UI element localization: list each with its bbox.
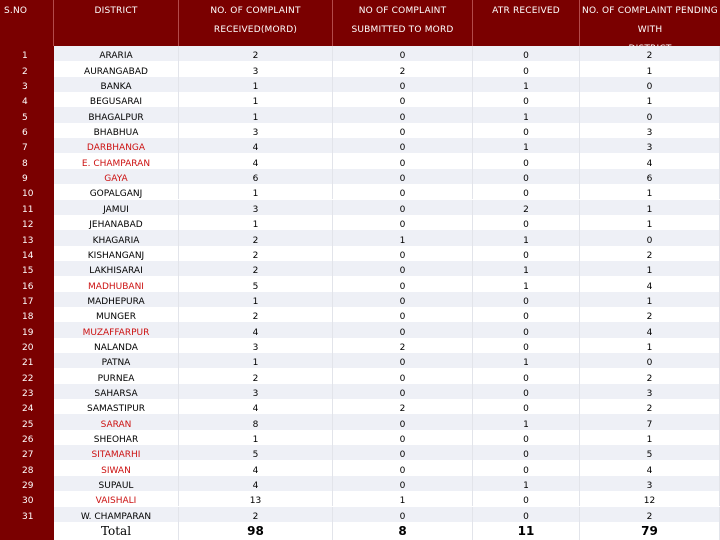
cell-pending: 2 (580, 399, 720, 414)
cell-received: 1 (179, 430, 333, 445)
cell-pending: 1 (580, 92, 720, 107)
cell-received: 8 (179, 414, 333, 429)
table-row (0, 399, 720, 414)
cell-atr: 0 (473, 46, 580, 61)
cell-district: W. CHAMPARAN (54, 507, 179, 522)
table-row (0, 476, 720, 491)
header-line: RECEIVED(MORD) (213, 25, 298, 35)
cell-pending: 2 (580, 507, 720, 522)
cell-pending: 4 (580, 460, 720, 475)
cell-sno: 22 (22, 373, 34, 384)
cell-atr: 0 (473, 153, 580, 168)
table-row (0, 215, 720, 230)
cell-submitted: 0 (333, 153, 473, 168)
cell-district: PURNEA (54, 368, 179, 383)
table-row (0, 92, 720, 107)
cell-submitted: 0 (333, 507, 473, 522)
cell-pending: 1 (580, 338, 720, 353)
cell-received: 3 (179, 123, 333, 138)
cell-sno: 15 (22, 266, 34, 277)
cell-submitted: 0 (333, 368, 473, 383)
cell-district: BANKA (54, 77, 179, 92)
header-sno (0, 0, 54, 46)
cell-district: VAISHALI (54, 491, 179, 506)
cell-pending: 1 (580, 215, 720, 230)
cell-received: 2 (179, 507, 333, 522)
cell-submitted: 0 (333, 107, 473, 122)
cell-received: 2 (179, 368, 333, 383)
cell-district: GOPALGANJ (54, 184, 179, 199)
cell-atr: 0 (473, 445, 580, 460)
cell-atr: 0 (473, 92, 580, 107)
cell-submitted: 0 (333, 292, 473, 307)
total-received: 98 (179, 522, 333, 540)
cell-atr: 0 (473, 491, 580, 506)
header-line: DISTRICT (94, 6, 138, 16)
cell-district: NALANDA (54, 338, 179, 353)
cell-received: 4 (179, 460, 333, 475)
cell-atr: 1 (473, 476, 580, 491)
cell-sno: 14 (22, 250, 34, 261)
cell-district: BHAGALPUR (54, 107, 179, 122)
cell-submitted: 0 (333, 246, 473, 261)
cell-submitted: 0 (333, 430, 473, 445)
cell-district: SITAMARHI (54, 445, 179, 460)
cell-submitted: 0 (333, 200, 473, 215)
header-line: NO. OF COMPLAINT PENDING WITH (582, 6, 718, 35)
cell-submitted: 1 (333, 491, 473, 506)
cell-submitted: 0 (333, 414, 473, 429)
cell-pending: 3 (580, 476, 720, 491)
cell-pending: 2 (580, 368, 720, 383)
table-row (0, 200, 720, 215)
cell-pending: 3 (580, 384, 720, 399)
cell-pending: 1 (580, 184, 720, 199)
cell-received: 2 (179, 261, 333, 276)
cell-atr: 0 (473, 184, 580, 199)
total-atr: 11 (473, 522, 580, 540)
cell-received: 3 (179, 61, 333, 76)
cell-pending: 4 (580, 153, 720, 168)
cell-sno: 31 (22, 511, 34, 522)
cell-pending: 3 (580, 123, 720, 138)
cell-received: 2 (179, 46, 333, 61)
cell-district: PATNA (54, 353, 179, 368)
cell-submitted: 2 (333, 61, 473, 76)
cell-submitted: 2 (333, 338, 473, 353)
cell-district: SHEOHAR (54, 430, 179, 445)
cell-district: MADHUBANI (54, 276, 179, 291)
cell-sno: 29 (22, 481, 34, 492)
table-row (0, 368, 720, 383)
table-row (0, 445, 720, 460)
total-pending: 79 (580, 522, 720, 540)
cell-sno: 17 (22, 296, 34, 307)
cell-sno: 19 (22, 327, 34, 338)
cell-received: 13 (179, 491, 333, 506)
cell-submitted: 0 (333, 476, 473, 491)
header-line: NO. OF COMPLAINT (210, 6, 301, 16)
cell-sno: 5 (22, 112, 28, 123)
cell-submitted: 0 (333, 169, 473, 184)
cell-district: MUZAFFARPUR (54, 322, 179, 337)
cell-pending: 1 (580, 430, 720, 445)
cell-sno: 7 (22, 143, 28, 154)
table-row (0, 276, 720, 291)
cell-sno: 13 (22, 235, 34, 246)
cell-atr: 0 (473, 322, 580, 337)
cell-atr: 0 (473, 307, 580, 322)
table-row (0, 153, 720, 168)
cell-district: JAMUI (54, 200, 179, 215)
cell-submitted: 0 (333, 77, 473, 92)
cell-sno: 12 (22, 220, 34, 231)
table-row (0, 292, 720, 307)
cell-pending: 2 (580, 307, 720, 322)
cell-received: 5 (179, 445, 333, 460)
cell-sno: 20 (22, 342, 34, 353)
cell-received: 3 (179, 200, 333, 215)
table-row (0, 460, 720, 475)
cell-atr: 0 (473, 215, 580, 230)
cell-district: BHABHUA (54, 123, 179, 138)
cell-received: 4 (179, 476, 333, 491)
cell-received: 1 (179, 107, 333, 122)
table-header (0, 0, 720, 46)
cell-sno: 2 (22, 66, 28, 77)
cell-district: ARARIA (54, 46, 179, 61)
cell-district: SIWAN (54, 460, 179, 475)
cell-district: E. CHAMPARAN (54, 153, 179, 168)
header-atr (473, 0, 580, 46)
cell-district: SUPAUL (54, 476, 179, 491)
table-row (0, 230, 720, 245)
header-pending (580, 0, 720, 46)
cell-district: SAMASTIPUR (54, 399, 179, 414)
cell-pending: 5 (580, 445, 720, 460)
cell-atr: 0 (473, 399, 580, 414)
cell-atr: 0 (473, 368, 580, 383)
cell-pending: 1 (580, 292, 720, 307)
cell-received: 3 (179, 338, 333, 353)
cell-submitted: 0 (333, 92, 473, 107)
cell-sno: 3 (22, 82, 28, 93)
cell-sno: 8 (22, 158, 28, 169)
table-row (0, 46, 720, 61)
cell-received: 4 (179, 138, 333, 153)
cell-submitted: 0 (333, 184, 473, 199)
cell-district: MUNGER (54, 307, 179, 322)
cell-atr: 1 (473, 230, 580, 245)
cell-atr: 0 (473, 61, 580, 76)
cell-submitted: 0 (333, 46, 473, 61)
cell-received: 1 (179, 184, 333, 199)
cell-district: SARAN (54, 414, 179, 429)
cell-submitted: 0 (333, 353, 473, 368)
table-row (0, 169, 720, 184)
cell-received: 1 (179, 77, 333, 92)
cell-atr: 0 (473, 338, 580, 353)
header-line: S.NO (4, 6, 28, 16)
cell-received: 5 (179, 276, 333, 291)
cell-received: 4 (179, 153, 333, 168)
cell-submitted: 0 (333, 384, 473, 399)
cell-district: JEHANABAD (54, 215, 179, 230)
cell-submitted: 0 (333, 123, 473, 138)
cell-pending: 0 (580, 230, 720, 245)
cell-sno: 21 (22, 358, 34, 369)
cell-atr: 0 (473, 246, 580, 261)
cell-pending: 6 (580, 169, 720, 184)
cell-pending: 0 (580, 353, 720, 368)
cell-received: 4 (179, 322, 333, 337)
cell-atr: 1 (473, 261, 580, 276)
cell-submitted: 0 (333, 261, 473, 276)
cell-submitted: 0 (333, 215, 473, 230)
cell-sno: 1 (22, 51, 28, 62)
table-row (0, 491, 720, 506)
cell-sno: 23 (22, 389, 34, 400)
cell-atr: 1 (473, 138, 580, 153)
header-line: NO OF COMPLAINT (358, 6, 447, 16)
cell-submitted: 0 (333, 460, 473, 475)
table-row (0, 322, 720, 337)
cell-pending: 2 (580, 246, 720, 261)
cell-pending: 1 (580, 200, 720, 215)
cell-atr: 0 (473, 507, 580, 522)
cell-district: BEGUSARAI (54, 92, 179, 107)
cell-district: KISHANGANJ (54, 246, 179, 261)
table-row (0, 338, 720, 353)
cell-district: SAHARSA (54, 384, 179, 399)
cell-district: DARBHANGA (54, 138, 179, 153)
cell-sno: 24 (22, 404, 34, 415)
table-row (0, 353, 720, 368)
cell-district: AURANGABAD (54, 61, 179, 76)
header-district (54, 0, 179, 46)
cell-atr: 2 (473, 200, 580, 215)
cell-sno: 16 (22, 281, 34, 292)
header-received (179, 0, 333, 46)
cell-sno: 30 (22, 496, 34, 507)
cell-sno: 4 (22, 97, 28, 108)
cell-atr: 0 (473, 460, 580, 475)
cell-pending: 1 (580, 261, 720, 276)
cell-sno: 9 (22, 174, 28, 185)
table-row (0, 384, 720, 399)
header-submitted (333, 0, 473, 46)
cell-received: 1 (179, 92, 333, 107)
total-sno (0, 522, 54, 540)
cell-received: 2 (179, 246, 333, 261)
total-label: Total (54, 522, 179, 540)
table-row (0, 414, 720, 429)
cell-pending: 4 (580, 276, 720, 291)
cell-pending: 1 (580, 61, 720, 76)
cell-pending: 0 (580, 77, 720, 92)
table-row (0, 507, 720, 522)
cell-received: 2 (179, 307, 333, 322)
cell-atr: 0 (473, 430, 580, 445)
header-line: ATR RECEIVED (492, 6, 560, 16)
cell-pending: 4 (580, 322, 720, 337)
cell-sno: 10 (22, 189, 34, 200)
cell-district: LAKHISARAI (54, 261, 179, 276)
cell-submitted: 0 (333, 322, 473, 337)
header-line: SUBMITTED TO MORD (351, 25, 454, 35)
cell-received: 1 (179, 353, 333, 368)
cell-district: GAYA (54, 169, 179, 184)
cell-sno: 26 (22, 435, 34, 446)
cell-received: 1 (179, 292, 333, 307)
cell-pending: 0 (580, 107, 720, 122)
cell-atr: 0 (473, 292, 580, 307)
table-row (0, 138, 720, 153)
table-row (0, 184, 720, 199)
cell-atr: 0 (473, 384, 580, 399)
cell-submitted: 0 (333, 307, 473, 322)
cell-submitted: 0 (333, 276, 473, 291)
table-row (0, 107, 720, 122)
cell-atr: 1 (473, 276, 580, 291)
cell-received: 6 (179, 169, 333, 184)
total-submitted: 8 (333, 522, 473, 540)
cell-submitted: 0 (333, 445, 473, 460)
table-row (0, 261, 720, 276)
cell-pending: 2 (580, 46, 720, 61)
cell-pending: 3 (580, 138, 720, 153)
cell-pending: 12 (580, 491, 720, 506)
table-row (0, 123, 720, 138)
cell-pending: 7 (580, 414, 720, 429)
cell-sno: 27 (22, 450, 34, 461)
cell-sno: 6 (22, 128, 28, 139)
cell-atr: 1 (473, 414, 580, 429)
cell-received: 1 (179, 215, 333, 230)
cell-received: 3 (179, 384, 333, 399)
cell-atr: 1 (473, 353, 580, 368)
cell-sno: 25 (22, 419, 34, 430)
cell-submitted: 1 (333, 230, 473, 245)
cell-sno: 18 (22, 312, 34, 323)
table-row (0, 430, 720, 445)
cell-sno: 11 (22, 204, 34, 215)
cell-received: 2 (179, 230, 333, 245)
cell-atr: 0 (473, 123, 580, 138)
table-row (0, 246, 720, 261)
cell-submitted: 2 (333, 399, 473, 414)
cell-submitted: 0 (333, 138, 473, 153)
cell-district: KHAGARIA (54, 230, 179, 245)
cell-district: MADHEPURA (54, 292, 179, 307)
total-row (0, 522, 720, 540)
cell-atr: 0 (473, 169, 580, 184)
table-row (0, 77, 720, 92)
cell-received: 4 (179, 399, 333, 414)
cell-atr: 1 (473, 77, 580, 92)
cell-atr: 1 (473, 107, 580, 122)
cell-sno: 28 (22, 465, 34, 476)
table-row (0, 61, 720, 76)
table-row (0, 307, 720, 322)
